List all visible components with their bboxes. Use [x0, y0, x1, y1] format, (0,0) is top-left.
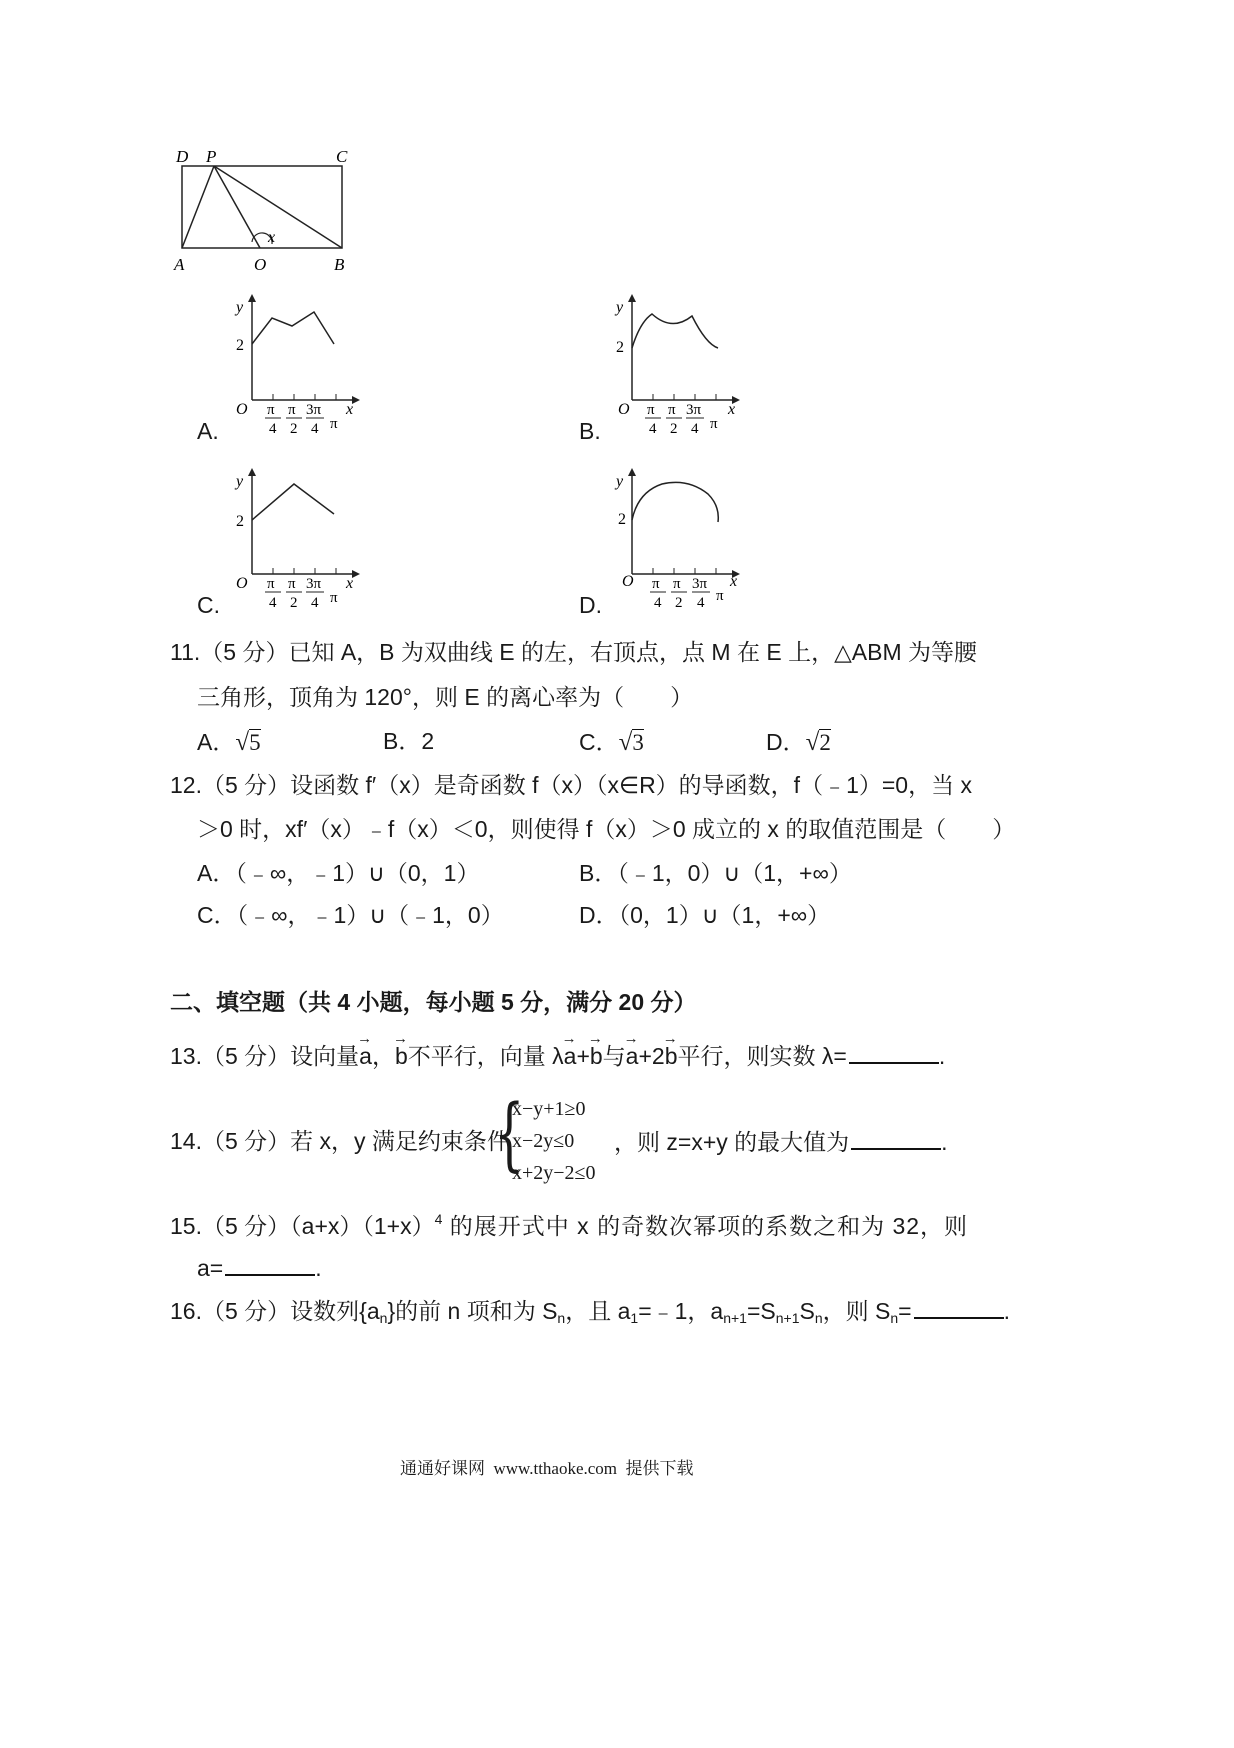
tick-pi2-top: π — [288, 576, 296, 592]
tick-3pi4-top: 3π — [306, 402, 322, 418]
x-axis-label: x — [730, 573, 738, 590]
origin-label: O — [236, 575, 248, 592]
tick-3pi4-bot: 4 — [311, 595, 319, 611]
label-A: A — [174, 255, 185, 274]
q12-line2: ＞0 时，xf′（x）﹣f（x）＜0，则使得 f（x）＞0 成立的 x 的取值范围是（ ） — [197, 816, 1016, 842]
tick-pi2-bot: 2 — [290, 595, 298, 611]
graph-option-d — [612, 466, 752, 616]
tick-pi2-top: π — [668, 402, 676, 418]
graph-label-b: B. — [579, 418, 601, 444]
graph-label-d: D. — [579, 592, 602, 618]
answer-blank-15[interactable] — [225, 1256, 315, 1276]
tick-pi4-bot: 4 — [649, 421, 657, 437]
tick-3pi4-bot: 4 — [697, 595, 705, 611]
q12-option-b: B．（﹣1，0）∪（1，+∞） — [579, 860, 852, 886]
label-D: D — [176, 147, 189, 166]
tick-pi4-top: π — [647, 402, 655, 418]
tick-pi4-bot: 4 — [269, 595, 277, 611]
vector-a: → a — [359, 1045, 372, 1068]
q15-line1: 15.（5 分）$(a+x)(1+x)^4$ 的展开式中 x 的奇数次幂项的系数之和为 32，则 — [170, 1211, 969, 1239]
y-axis-label: y — [236, 299, 244, 316]
q12-option-d: D．（0，1）∪（1，+∞） — [579, 902, 831, 928]
answer-blank-14[interactable] — [851, 1130, 941, 1150]
q11-option-d: D．√2 — [766, 729, 831, 756]
tick-3pi4-bot: 4 — [691, 421, 699, 437]
graph-label-a: A. — [197, 418, 219, 444]
q12-option-c: C．（﹣∞，﹣1）∪（﹣1，0） — [197, 902, 504, 928]
y-tick-2: 2 — [236, 513, 244, 530]
constraint-3: x+2y−2≤0 — [512, 1162, 596, 1184]
label-x: x — [268, 229, 276, 246]
brace-icon: { — [494, 1087, 525, 1180]
q15-line2: a= . — [197, 1255, 322, 1281]
graph-option-a — [232, 292, 372, 442]
q13-text: 13.（5 分）设向量→ a，→ b不平行，向量 λ→ a+→ b与→ a+2→ b平行，则实数 λ= . — [170, 1044, 945, 1068]
tick-pi4-top: π — [652, 576, 660, 592]
q14-suffix: ，则 z=x+y 的最大值为 . — [614, 1129, 948, 1155]
tick-pi: π — [716, 588, 724, 604]
footer-text: 通通好课网 www.tthaoke.com 提供下载 — [400, 1459, 694, 1478]
tick-3pi4-bot: 4 — [311, 421, 319, 437]
y-axis-label: y — [616, 473, 624, 490]
tick-pi4-bot: 4 — [269, 421, 277, 437]
q12-option-a: A．（﹣∞，﹣1）∪（0，1） — [197, 860, 480, 886]
q14-prefix: 14.（5 分）若 x，y 满足约束条件 — [170, 1128, 510, 1154]
tick-3pi4-top: 3π — [686, 402, 702, 418]
graph-option-b — [612, 292, 752, 442]
tick-pi: π — [330, 416, 338, 432]
tick-pi4-top: π — [267, 402, 275, 418]
q11-option-b: B．2 — [383, 728, 435, 754]
tick-pi: π — [330, 590, 338, 606]
tick-pi2-top: π — [288, 402, 296, 418]
label-P: P — [206, 147, 217, 166]
origin-label: O — [618, 401, 630, 418]
tick-pi4-bot: 4 — [654, 595, 662, 611]
tick-pi2-bot: 2 — [670, 421, 678, 437]
tick-pi4-top: π — [267, 576, 275, 592]
y-tick-2: 2 — [616, 339, 624, 356]
graph-label-c: C. — [197, 592, 220, 618]
tick-pi2-bot: 2 — [290, 421, 298, 437]
vector-b: → b — [395, 1045, 408, 1068]
tick-pi: π — [710, 416, 718, 432]
q12-line1: 12.（5 分）设函数 f′（x）是奇函数 f（x）（x∈R）的导函数，f（﹣1）=0，当 x — [170, 772, 972, 798]
origin-label: O — [236, 401, 248, 418]
x-axis-label: x — [346, 401, 354, 418]
tick-3pi4-top: 3π — [692, 576, 708, 592]
y-axis-label: y — [616, 299, 624, 316]
label-C: C — [336, 147, 348, 166]
constraint-1: x−y+1≥0 — [512, 1098, 586, 1120]
label-O: O — [254, 255, 267, 274]
section-title: 二、填空题（共 4 小题，每小题 5 分，满分 20 分） — [170, 989, 697, 1015]
constraint-2: x−2y≤0 — [512, 1130, 575, 1152]
graph-option-c — [232, 466, 372, 616]
tick-pi2-top: π — [673, 576, 681, 592]
q11-option-c: C．√3 — [579, 729, 644, 756]
q11-line1: 11.（5 分）已知 A，B 为双曲线 E 的左，右顶点，点 M 在 E 上，△ABM 为等腰 — [170, 639, 978, 665]
y-tick-2: 2 — [618, 511, 626, 528]
x-axis-label: x — [346, 575, 354, 592]
x-axis-label: x — [728, 401, 736, 418]
tick-pi2-bot: 2 — [675, 595, 683, 611]
q11-line2: 三角形，顶角为 120°，则 E 的离心率为（ ） — [197, 684, 694, 710]
label-B: B — [334, 255, 345, 274]
rectangle-figure — [174, 146, 380, 274]
origin-label: O — [622, 573, 634, 590]
answer-blank-16[interactable] — [914, 1299, 1004, 1319]
y-axis-label: y — [236, 473, 244, 490]
tick-3pi4-top: 3π — [306, 576, 322, 592]
q11-option-a: A．√5 — [197, 729, 261, 756]
answer-blank-13[interactable] — [849, 1044, 939, 1064]
q16-text: 16.（5 分）设数列$\{a_n\}$的前 n 项和为 $S_n$，且 $a_1=﹣1$，$a_{n+1}=S_{n+1}S_n$，则 $S_n=$ . — [170, 1298, 1010, 1326]
y-tick-2: 2 — [236, 337, 244, 354]
